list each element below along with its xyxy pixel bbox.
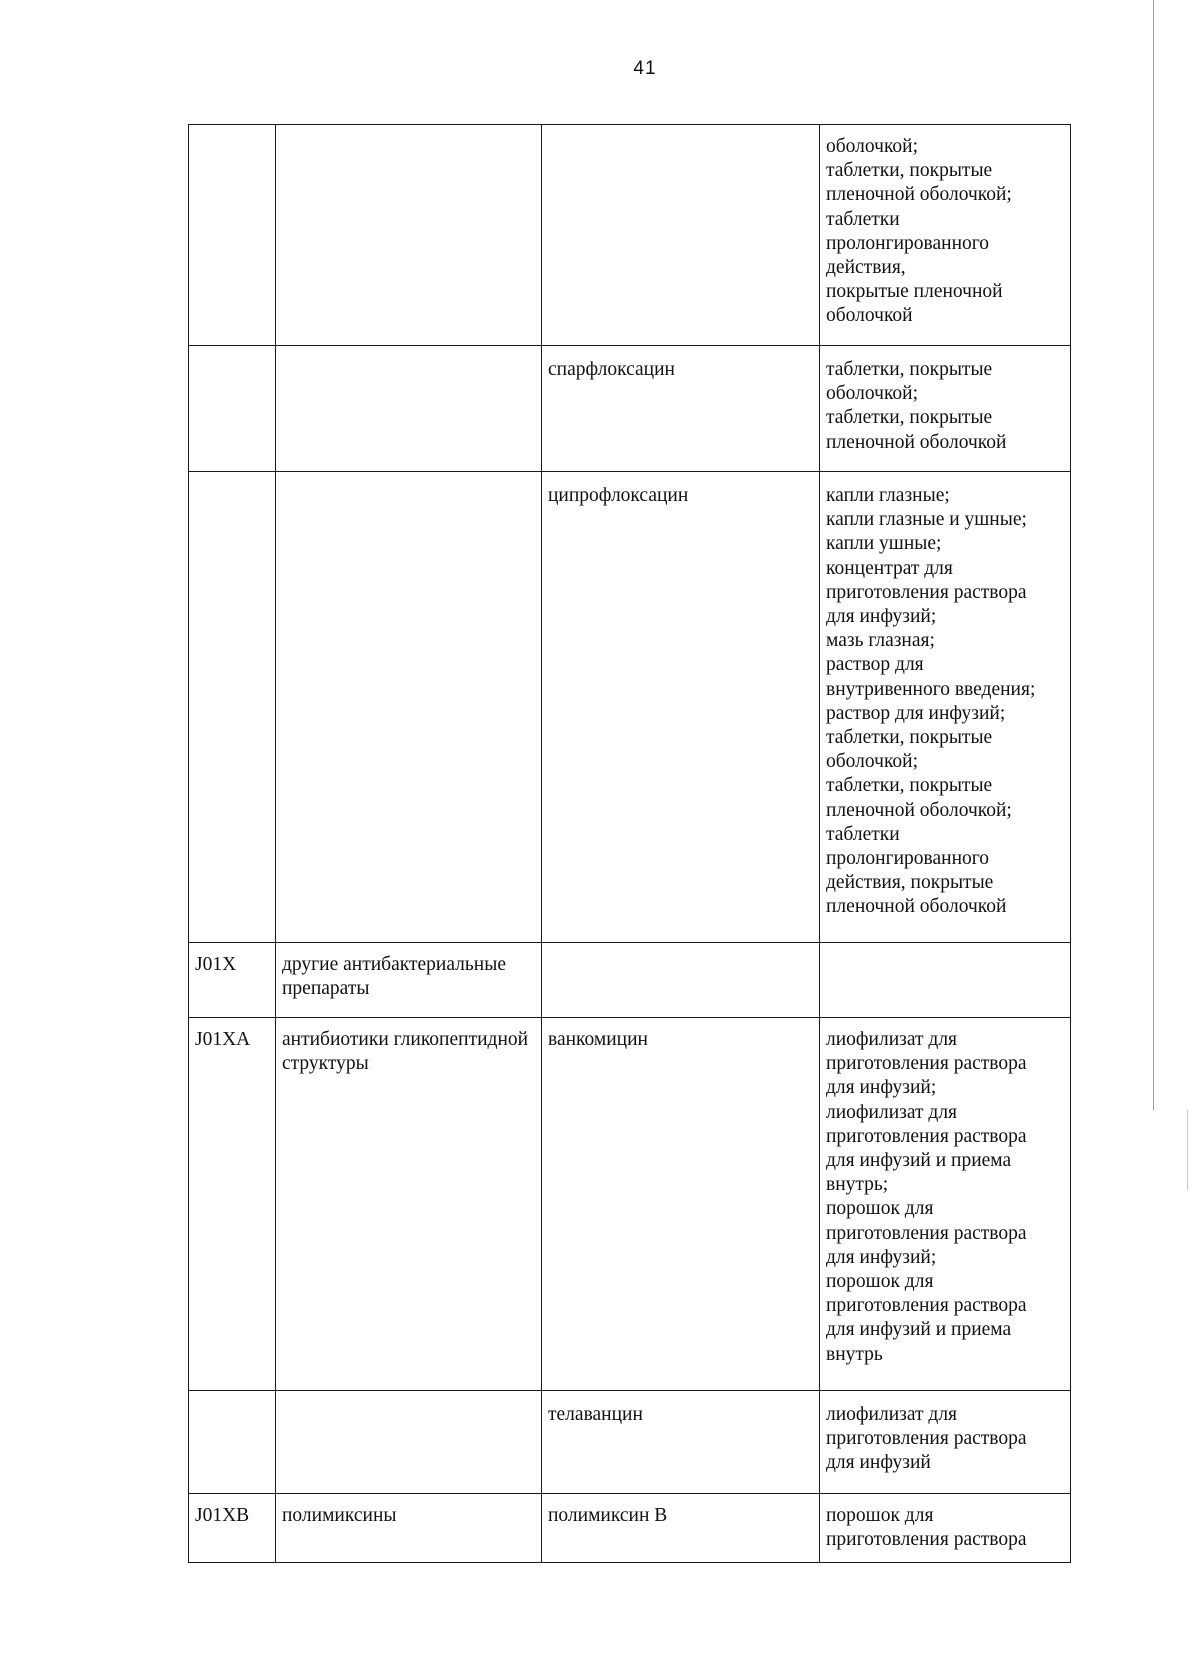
table-row [189, 943, 1071, 1018]
dosage-form-line: лиофилизат для [826, 1029, 958, 1050]
drug-name-cell: ципрофлоксацин [542, 472, 820, 943]
dosage-form-line: таблетки, покрытые [826, 407, 993, 429]
table-row [189, 125, 1071, 346]
atc-code-cell [189, 472, 276, 943]
dosage-form-line: приготовления раствора [826, 581, 1027, 603]
dosage-form-line: покрытые пленочной [826, 281, 1003, 303]
group-cell [276, 125, 542, 346]
drug-name-cell: спарфлоксацин [542, 346, 820, 472]
dosage-form-line: действия, покрытые [826, 872, 994, 894]
table-row [189, 472, 1071, 943]
dosage-form-line: приготовления раствора [826, 1529, 1027, 1551]
dosage-form-line: приготовления раствора [826, 1222, 1027, 1244]
dosage-form-line: таблетки, покрытые [826, 727, 993, 749]
dosage-form-line: раствор для [826, 654, 924, 676]
atc-code-cell [189, 125, 276, 346]
dosage-forms-cell [820, 346, 1071, 472]
dosage-form-line: для инфузий и приема [826, 1150, 1012, 1172]
dosage-forms-cell [820, 1494, 1071, 1563]
dosage-form-line: порошок для [826, 1198, 934, 1220]
atc-code-cell: J01X [189, 943, 276, 1018]
group-cell [276, 472, 542, 943]
medication-table [188, 124, 1071, 1563]
dosage-forms-cell [820, 1018, 1071, 1391]
drug-name-cell: телаванцин [542, 1391, 820, 1494]
drug-name-cell [542, 125, 820, 346]
dosage-form-line: внутрь [826, 1343, 883, 1365]
drug-name-cell: полимиксин В [542, 1494, 820, 1563]
dosage-form-line: оболочкой; [826, 751, 919, 773]
scan-edge-line [1153, 0, 1154, 1110]
table-row [189, 1018, 1071, 1391]
dosage-form-line: для инфузий [826, 1452, 931, 1474]
dosage-form-line: таблетки, покрытые [826, 160, 993, 182]
dosage-form-line: пролонгированного [826, 232, 990, 254]
dosage-form-line: лиофилизат для [826, 1101, 958, 1123]
dosage-form-line: лиофилизат для [826, 1404, 958, 1425]
dosage-form-line: капли глазные; [826, 485, 950, 506]
atc-code-cell: J01XA [189, 1018, 276, 1391]
dosage-form-line: пленочной оболочкой [826, 896, 1007, 918]
dosage-form-line: приготовления раствора [826, 1295, 1027, 1317]
drug-name-cell [542, 943, 820, 1018]
dosage-form-line: порошок для [826, 1505, 934, 1526]
dosage-form-line: пленочной оболочкой; [826, 799, 1012, 821]
atc-code-cell: J01XB [189, 1494, 276, 1563]
dosage-form-line: для инфузий; [826, 1077, 937, 1099]
dosage-form-line: пленочной оболочкой; [826, 184, 1012, 206]
drug-name-cell: ванкомицин [542, 1018, 820, 1391]
dosage-form-line: приготовления раствора [826, 1053, 1027, 1075]
dosage-forms-cell [820, 125, 1071, 346]
dosage-form-line: оболочкой; [826, 136, 919, 157]
dosage-form-line: таблетки [826, 823, 900, 845]
table-row [189, 346, 1071, 472]
scan-edge-line-lower [1187, 1110, 1188, 1190]
group-cell: полимиксины [276, 1494, 542, 1563]
dosage-form-line: приготовления раствора [826, 1428, 1027, 1450]
medication-table-body [189, 125, 1071, 1563]
dosage-form-line: приготовления раствора [826, 1125, 1027, 1147]
dosage-form-line: оболочкой [826, 305, 913, 327]
page-number: 41 [633, 58, 657, 79]
table-row [189, 1391, 1071, 1494]
dosage-forms-cell [820, 943, 1071, 1018]
dosage-form-line: таблетки [826, 208, 900, 230]
dosage-form-line: капли глазные и ушные; [826, 509, 1027, 531]
dosage-form-line: внутривенного введения; [826, 678, 1036, 700]
dosage-form-line: пролонгированного [826, 848, 990, 870]
dosage-form-line: концентрат для [826, 557, 953, 579]
dosage-forms-cell [820, 1391, 1071, 1494]
dosage-form-line: таблетки, покрытые [826, 775, 993, 797]
dosage-form-line: для инфузий и приема [826, 1319, 1012, 1341]
dosage-form-line: порошок для [826, 1271, 934, 1293]
dosage-form-line: капли ушные; [826, 533, 942, 555]
group-cell: другие антибактериальные препараты [276, 943, 542, 1018]
group-cell [276, 346, 542, 472]
dosage-form-line: мазь глазная; [826, 630, 935, 652]
dosage-form-line: внутрь; [826, 1174, 889, 1196]
dosage-form-line: раствор для инфузий; [826, 702, 1006, 724]
dosage-form-line: таблетки, покрытые [826, 359, 993, 380]
dosage-form-line: действия, [826, 257, 906, 279]
atc-code-cell [189, 1391, 276, 1494]
dosage-form-line: оболочкой; [826, 383, 919, 405]
table-row [189, 1494, 1071, 1563]
dosage-form-line: для инфузий; [826, 1246, 937, 1268]
group-cell [276, 1391, 542, 1494]
dosage-form-line: для инфузий; [826, 606, 937, 628]
atc-code-cell [189, 346, 276, 472]
dosage-form-line: пленочной оболочкой [826, 431, 1007, 453]
dosage-forms-cell [820, 472, 1071, 943]
group-cell: антибиотики гликопептидной структуры [276, 1018, 542, 1391]
